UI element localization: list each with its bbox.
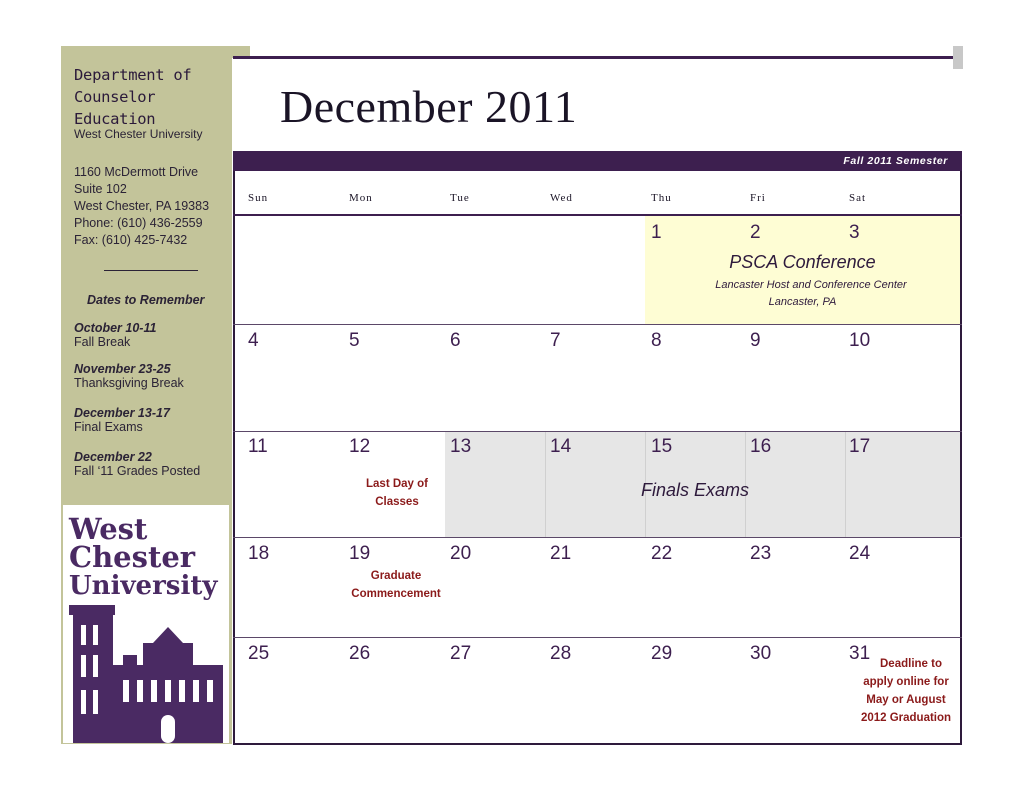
finals-exams: Finals Exams [640, 480, 750, 500]
day-number: 7 [550, 330, 561, 351]
address-line: Suite 102 [74, 182, 127, 196]
event-text: Commencement [351, 588, 441, 600]
event-text: apply online for [863, 676, 949, 688]
week-divider [233, 537, 962, 538]
page-title: December 2011 [280, 81, 578, 132]
day-of-week-header: Sat [849, 192, 867, 204]
semester-bar [233, 151, 962, 171]
divider [104, 270, 198, 271]
day-number: 5 [349, 330, 360, 351]
day-of-week-header: Thu [651, 192, 672, 204]
date-item-date: December 22 [74, 450, 152, 464]
date-item-date: October 10-11 [74, 321, 157, 335]
day-number: 15 [651, 436, 673, 457]
date-item-date: December 13-17 [74, 406, 170, 420]
day-number: 20 [450, 543, 472, 564]
day-number: 14 [550, 436, 572, 457]
date-item-label: Final Exams [74, 420, 143, 434]
day-of-week-header: Fri [750, 192, 766, 204]
day-number: 28 [550, 643, 572, 664]
header-rule [233, 56, 953, 59]
department-line-1: Department of [74, 66, 192, 84]
day-number: 23 [750, 543, 772, 564]
date-item-date: November 23-25 [74, 362, 171, 376]
week-divider [233, 324, 962, 325]
address-line: West Chester, PA 19383 [74, 199, 210, 213]
last-day-of-classes [345, 475, 449, 511]
department-name [74, 64, 232, 130]
date-item [74, 450, 200, 478]
day-number: 19 [349, 543, 371, 564]
logo-text: West [69, 512, 148, 546]
day-number: 16 [750, 436, 772, 457]
event-text: Deadline to [880, 658, 942, 670]
day-number: 2 [750, 222, 761, 243]
day-number: 9 [750, 330, 761, 351]
day-number: 8 [651, 330, 662, 351]
day-number: 6 [450, 330, 461, 351]
day-number: 13 [450, 436, 472, 457]
day-of-week-header: Wed [550, 192, 573, 204]
dates-to-remember-title: Dates to Remember [87, 293, 205, 307]
psca-conference-title: PSCA Conference [729, 252, 876, 272]
date-item-label: Fall ‘11 Grades Posted [74, 464, 201, 478]
graduation-deadline [850, 655, 962, 727]
header-divider [233, 214, 962, 216]
day-number: 30 [750, 643, 772, 664]
address-line: 1160 McDermott Drive [74, 165, 199, 179]
date-item [74, 406, 170, 434]
day-of-week-header: Tue [450, 192, 470, 204]
header-corner [953, 46, 963, 69]
date-item [74, 362, 184, 390]
west-chester-university-logo [63, 505, 229, 743]
day-number: 24 [849, 543, 871, 564]
date-item-label: Thanksgiving Break [74, 376, 184, 390]
university-name: West Chester University [74, 127, 203, 141]
event-text: 2012 Graduation [860, 712, 952, 724]
logo-text: Chester [69, 540, 196, 574]
day-number: 22 [651, 543, 673, 564]
logo-text: University [69, 571, 218, 601]
day-number: 3 [849, 222, 860, 243]
event-text: Last Day of [366, 478, 428, 490]
psca-conference-venue: Lancaster Host and Conference Center [715, 279, 907, 291]
fax: Fax: (610) 425-7432 [74, 233, 188, 247]
day-number: 10 [849, 330, 871, 351]
day-number: 18 [248, 543, 270, 564]
event-text: Classes [375, 496, 419, 508]
day-number: 26 [349, 643, 371, 664]
date-item [74, 321, 156, 349]
day-number: 25 [248, 643, 270, 664]
day-number: 29 [651, 643, 673, 664]
contact-info [74, 164, 209, 249]
week-divider [233, 637, 962, 638]
day-number: 21 [550, 543, 572, 564]
day-of-week-header: Mon [349, 192, 373, 204]
semester-label: Fall 2011 Semester [843, 155, 948, 167]
date-item-label: Fall Break [74, 335, 131, 349]
day-of-week-header: Sun [248, 192, 269, 204]
event-text: May or August [866, 694, 946, 706]
day-number: 1 [651, 222, 662, 243]
day-number: 11 [248, 436, 268, 457]
week-divider [233, 431, 962, 432]
day-number: 12 [349, 436, 371, 457]
department-line-2: Counselor Education [74, 88, 156, 128]
day-number: 17 [849, 436, 871, 457]
psca-conference-city: Lancaster, PA [768, 296, 837, 308]
event-text: Graduate [370, 570, 422, 582]
phone: Phone: (610) 436-2559 [74, 216, 203, 230]
day-number: 4 [248, 330, 259, 351]
day-number: 27 [450, 643, 472, 664]
day-number: 31 [849, 643, 871, 664]
graduate-commencement [343, 567, 449, 603]
